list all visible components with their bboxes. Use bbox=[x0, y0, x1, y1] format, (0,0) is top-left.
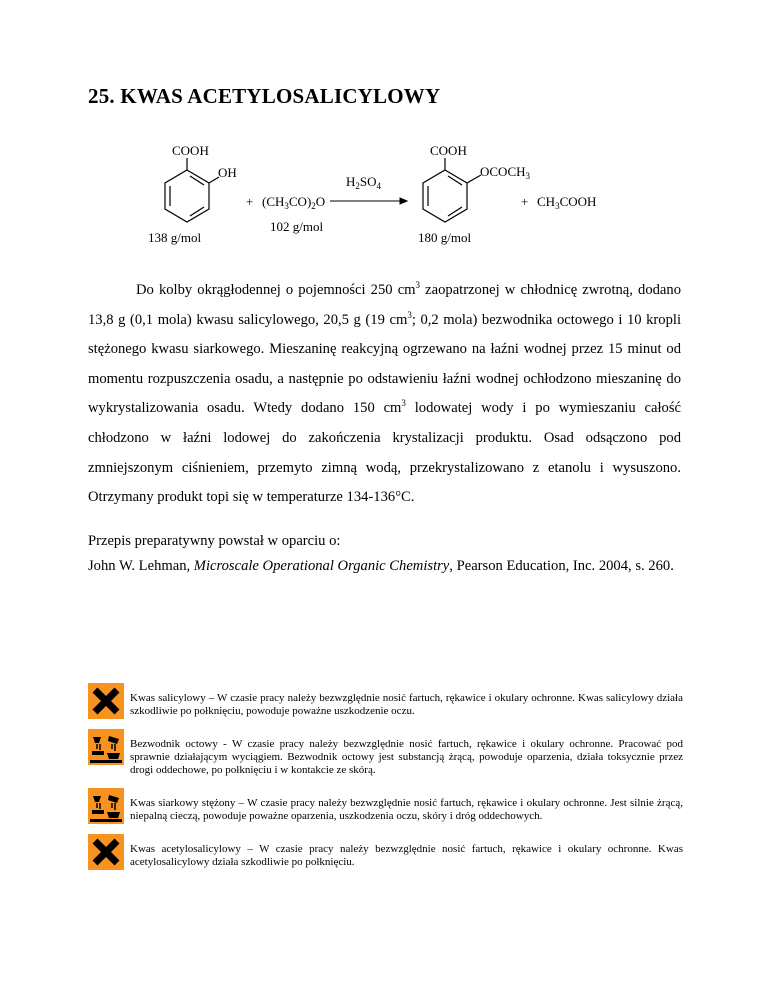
reaction-scheme bbox=[0, 140, 768, 250]
product1-mass: 180 g/mol bbox=[418, 230, 472, 245]
acetic-anhydride-formula: $(CH_3CO)_2O$ bbox=[262, 194, 326, 211]
reactant1-group1: COOH bbox=[172, 143, 209, 158]
catalyst-formula: $H_2SO_4$ bbox=[346, 174, 382, 191]
plus-sign-2: + bbox=[521, 194, 529, 209]
hazard-item: Kwas salicylowy – W czasie pracy należy bezwzględnie nosić fartuch, rękawice i okulary ochronne. Kwas salicylowy działa szkodliwie po połknięciu, powoduje poważne uszkodzenie oczu. bbox=[88, 683, 683, 718]
source-citation: John W. Lehman, Microscale Operational Organic Chemistry, Pearson Education, Inc. 2004, s. 260. bbox=[88, 558, 674, 574]
hazard-item: Bezwodnik octowy - W czasie pracy należy bezwzględnie nosić fartuch, rękawice i okulary ochronne. Pracować pod sprawnie działającym wyciągiem. Bezwodnik octowy jest substancją żrącą, powoduje oparzenia, działa toksycznie przez drogi oddechowe, po połknięciu i w kontakcie ze skórą. bbox=[88, 729, 683, 777]
source-intro: Przepis preparatywny powstał w oparciu o: bbox=[88, 533, 341, 549]
product1-group1: COOH bbox=[430, 143, 467, 158]
harmful-x-icon bbox=[88, 834, 124, 870]
plus-sign-1: + bbox=[246, 194, 254, 209]
acetic-acid-formula: $CH_3COOH$ bbox=[537, 194, 597, 211]
acetoxy-group: $OCOCH_3$ bbox=[480, 164, 531, 181]
page-title: 25. KWAS ACETYLOSALICYLOWY bbox=[88, 84, 441, 108]
reactant1-mass: 138 g/mol bbox=[148, 230, 202, 245]
aspirin-structure bbox=[423, 158, 481, 222]
reactant2-mass: 102 g/mol bbox=[270, 219, 324, 234]
salicylic-acid-structure bbox=[165, 158, 219, 222]
corrosive-icon bbox=[88, 729, 124, 765]
harmful-x-icon bbox=[88, 683, 124, 719]
reactant1-group2: OH bbox=[218, 165, 237, 180]
corrosive-icon bbox=[88, 788, 124, 824]
hazard-list bbox=[88, 683, 683, 880]
procedure-paragraph: Do kolby okrągłodennej o pojemności 250 $cm^3$ zaopatrzonej w chłodnicę zwrotną, dodano 13,8 g (0,1 mola) kwasu salicylowego, 20,5 g (19 $cm^3$; 0,2 mola) bezwodnika octowego i 10 kropli stężonego kwasu siarkowego. Mieszaninę reakcyjną ogrzewano na łaźni wodnej przez 15 minut od momentu rozpuszczenia osadu, a następnie po odstawieniu łaźni wodnej ochłodzono mieszaninę do wykrystalizowania osadu. Wtedy dodano 150 $cm^3$ lodowatej wody i po wymieszaniu całość chłodzono w łaźni lodowej do zakończenia krystalizacji produktu. Osad odsączono pod zmniejszonym ciśnieniem, przemyto zimną wodą, przekrystalizowano z etanolu i wysuszono. Otrzymany produkt topi się w temperaturze 134-136°C. bbox=[88, 280, 682, 506]
hazard-item: Kwas acetylosalicylowy – W czasie pracy należy bezwzględnie nosić fartuch, rękawice i okulary ochronne. Kwas acetylosalicylowy działa szkodliwie po połknięciu. bbox=[88, 834, 683, 869]
source-reference bbox=[88, 532, 688, 582]
reaction-arrow bbox=[330, 198, 407, 204]
hazard-item: Kwas siarkowy stężony – W czasie pracy należy bezwzględnie nosić fartuch, rękawice i okulary ochronne. Jest silnie żrącą, niepalną cieczą, powoduje poważne oparzenia, uszkodzenia oczu, skóry i dróg oddechowych. bbox=[88, 788, 683, 823]
